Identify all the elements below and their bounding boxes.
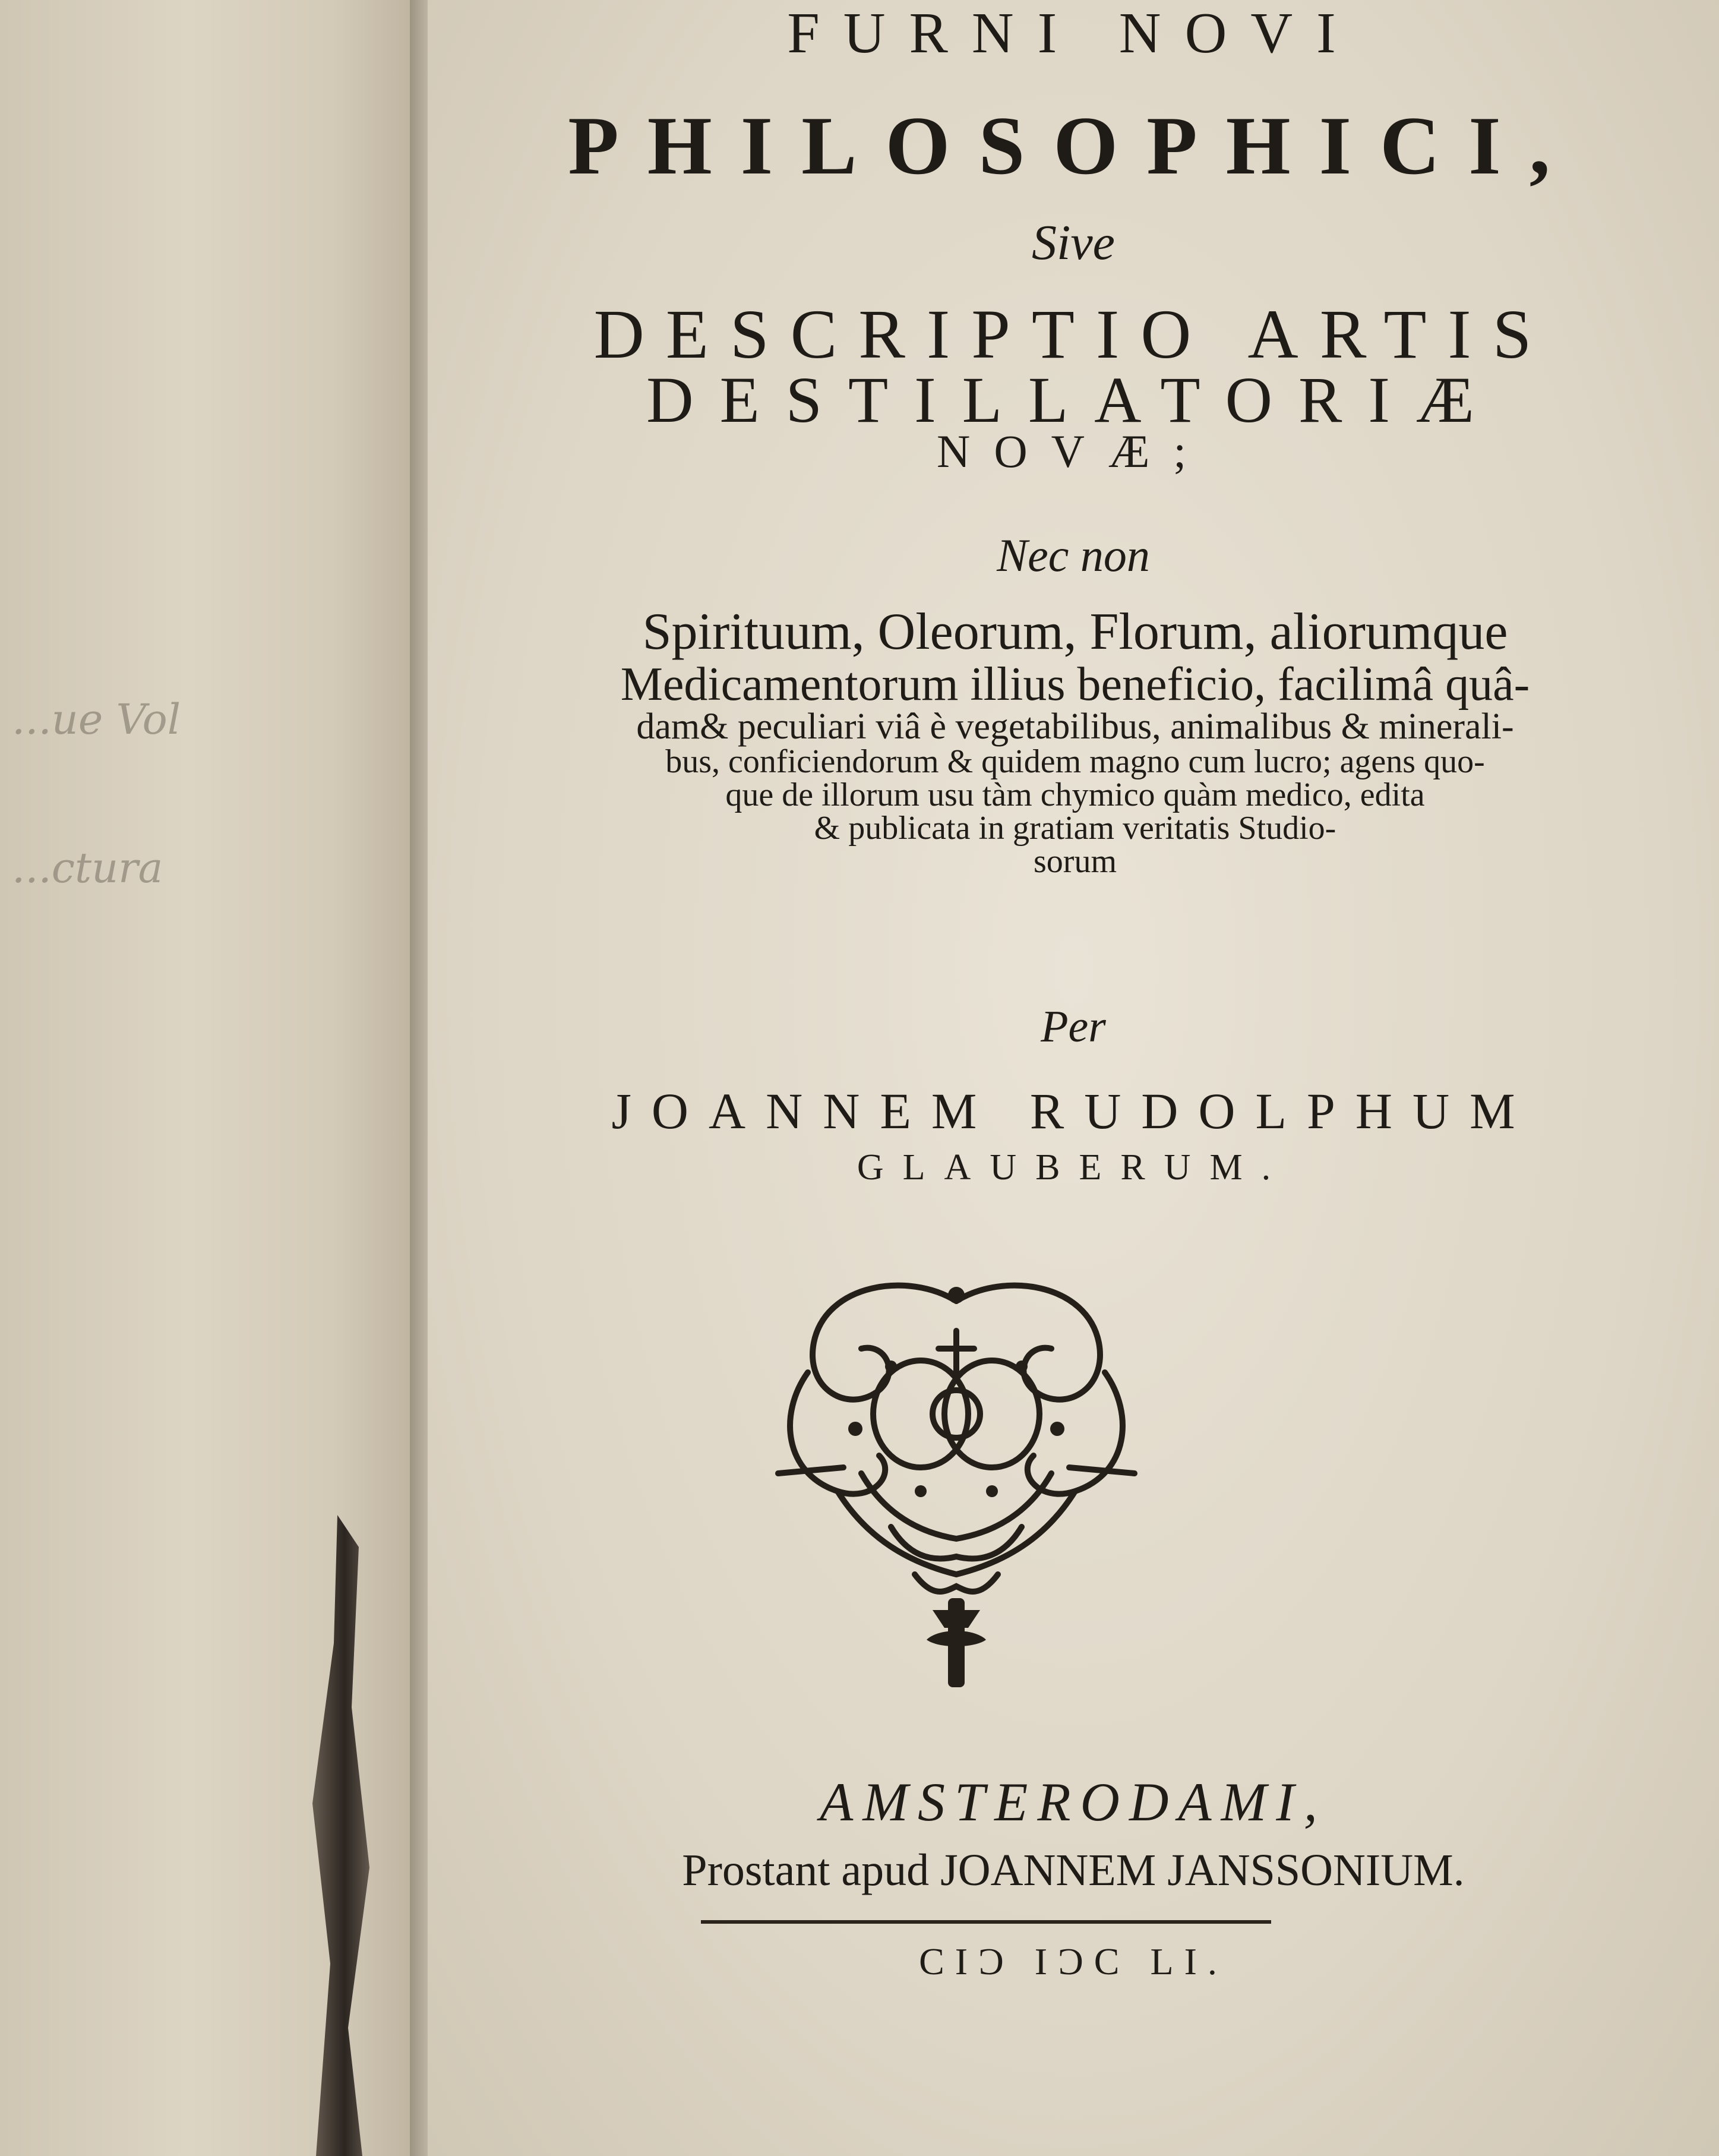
- body-line: que de illorum usu tàm chymico quàm medico, edita: [725, 776, 1425, 813]
- sive-text: Sive: [1032, 215, 1115, 270]
- imprint-rule: [701, 1920, 1271, 1924]
- body-line: sorum: [1034, 843, 1117, 880]
- author-line-2: GLAUBERUM.: [857, 1147, 1290, 1188]
- marginal-handwriting: ...ctura: [12, 844, 163, 892]
- left-leaf: [0, 0, 416, 2156]
- marginal-handwriting: ...ue Vol: [12, 695, 181, 744]
- description-line-3: NOVÆ;: [936, 425, 1210, 477]
- description-line-1: DESCRIPTIO ARTIS: [593, 295, 1553, 373]
- description-line-2: DESTILLATORIÆ: [646, 364, 1500, 436]
- body-line: Medicamentorum illius beneficio, facilimâ quâ-: [620, 658, 1530, 711]
- title-page: [428, 0, 1719, 2156]
- printers-ornament-icon: [772, 1277, 1140, 1693]
- title-body-text: [463, 603, 1687, 880]
- per-text: Per: [1041, 1002, 1106, 1052]
- body-line: Spirituum, Oleorum, Florum, aliorumque: [642, 603, 1508, 661]
- author-line-1: JOANNEM RUDOLPHUM: [611, 1082, 1535, 1139]
- imprint-publisher: Prostant apud JOANNEM JANSSONIUM.: [682, 1845, 1465, 1895]
- title-line-1: FURNI NOVI: [787, 1, 1360, 65]
- body-line: & publicata in gratiam veritatis Studio-: [814, 810, 1336, 847]
- nec-non-text: Nec non: [997, 529, 1150, 581]
- body-line: dam& peculiari viâ è vegetabilibus, animalibus & minerali-: [636, 706, 1514, 747]
- torn-binding: [309, 1515, 380, 2156]
- body-line: bus, conficiendorum & quidem magno cum lucro; agens quo-: [665, 743, 1485, 780]
- imprint-year: CIƆ IƆC LI.: [919, 1940, 1228, 1983]
- imprint-place: AMSTERODAMI,: [820, 1772, 1327, 1832]
- title-line-2: PHILOSOPHICI,: [568, 100, 1579, 192]
